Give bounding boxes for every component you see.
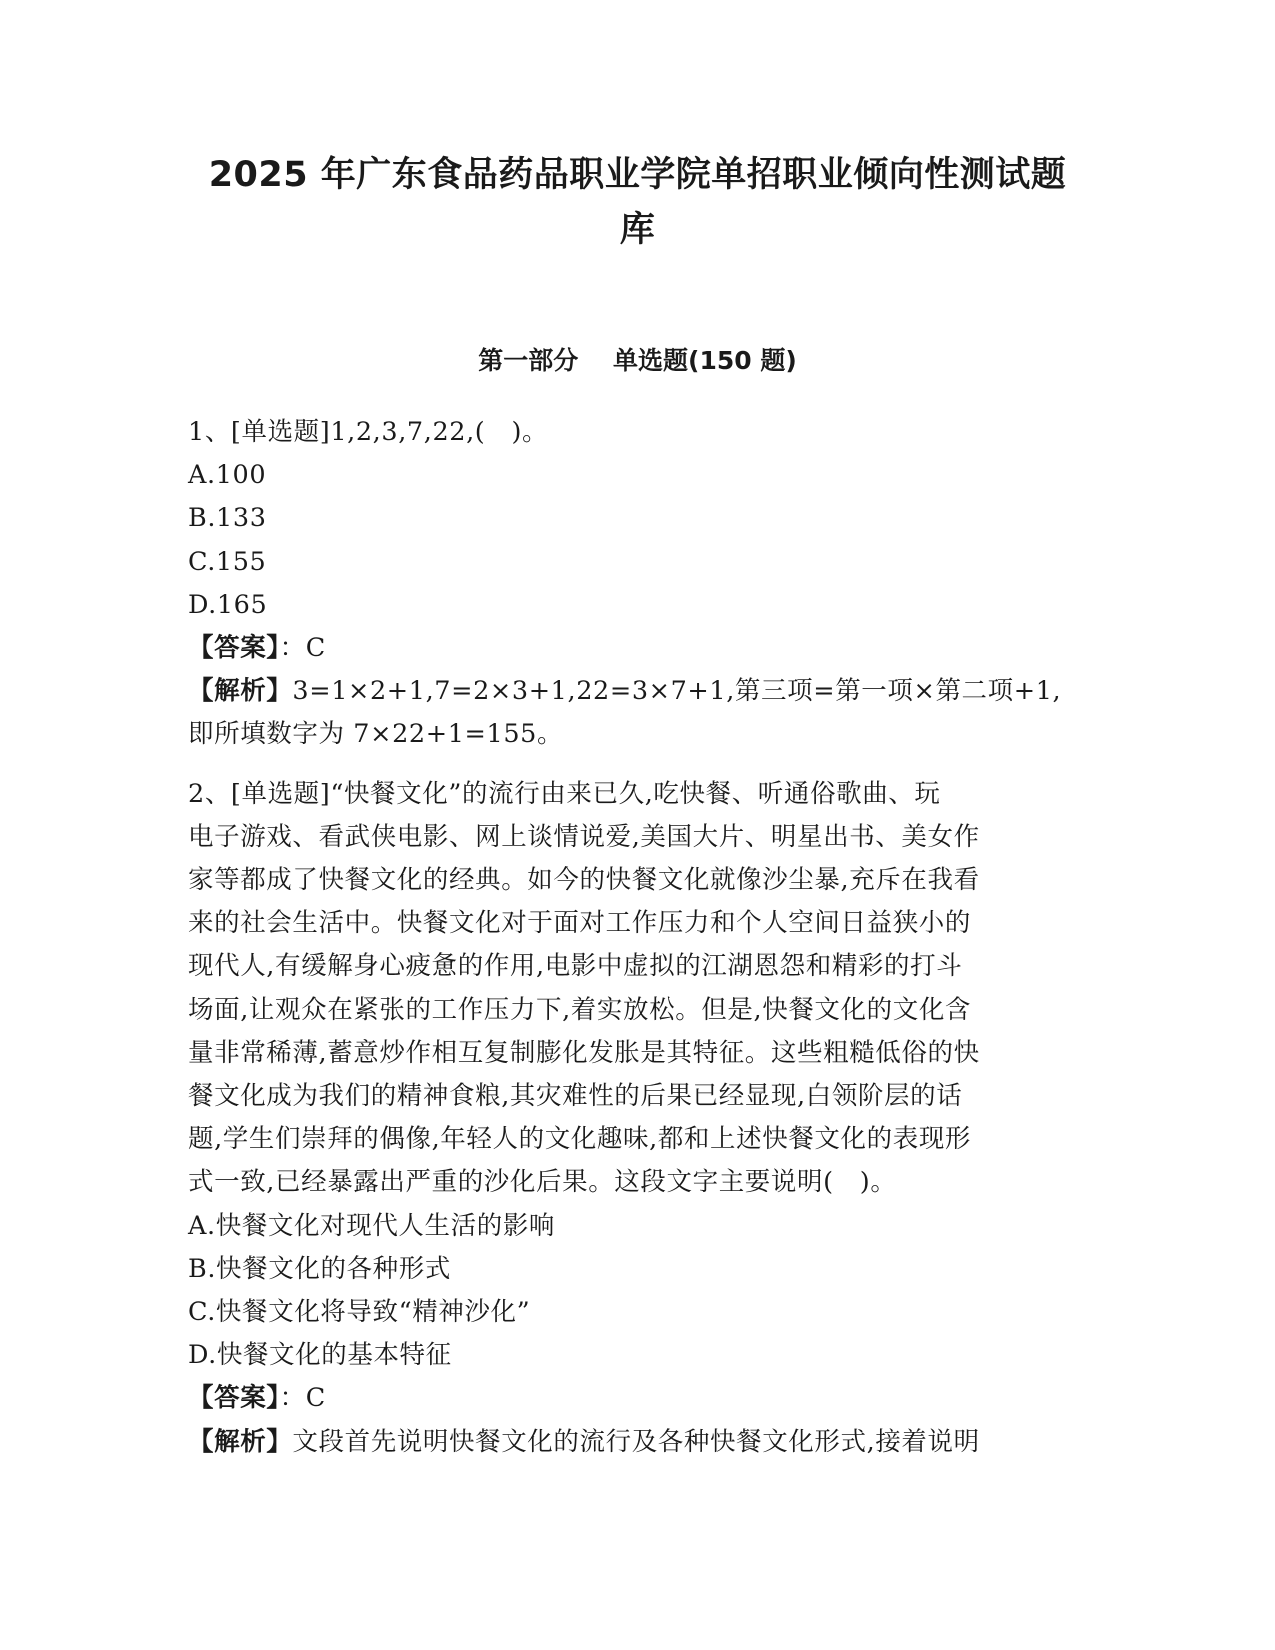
option-b: B.快餐文化的各种形式 xyxy=(188,1253,451,1284)
option-d: D.165 xyxy=(188,589,268,620)
analysis-tag: 【解析】 xyxy=(188,1426,293,1457)
option-c: C.155 xyxy=(188,546,267,577)
answer-line xyxy=(188,1377,1088,1420)
option-b: B.133 xyxy=(188,503,267,534)
paragraph-gap xyxy=(188,757,1088,773)
answer-line xyxy=(188,627,1088,670)
title-line-2: 库 xyxy=(619,210,656,250)
option-c: C.快餐文化将导致“精神沙化” xyxy=(188,1297,531,1328)
question-stem-line: 电子游戏、看武侠电影、网上谈情说爱,美国大片、明星出书、美女作 xyxy=(188,821,980,852)
analysis-line-1 xyxy=(188,670,1088,713)
section-heading: 第一部分 单选题(150 题) xyxy=(478,346,797,375)
question-2 xyxy=(188,773,1088,1464)
answer-value: ：C xyxy=(279,633,326,664)
question-stem-line: 家等都成了快餐文化的经典。如今的快餐文化就像沙尘暴,充斥在我看 xyxy=(188,865,980,896)
analysis-text: 文段首先说明快餐文化的流行及各种快餐文化形式,接着说明 xyxy=(292,1426,980,1457)
option-d: D.快餐文化的基本特征 xyxy=(188,1340,452,1371)
title-line-1: 2025 年广东食品药品职业学院单招职业倾向性测试题 xyxy=(208,155,1067,195)
question-stem-line: 量非常稀薄,蓄意炒作相互复制膨化发胀是其特征。这些粗糙低俗的快 xyxy=(188,1037,980,1068)
question-1 xyxy=(188,411,1088,757)
option-a: A.快餐文化对现代人生活的影响 xyxy=(188,1210,556,1241)
answer-tag: 【答案】 xyxy=(188,1383,280,1414)
question-stem-line: 现代人,有缓解身心疲惫的作用,电影中虚拟的江湖恩怨和精彩的打斗 xyxy=(188,951,963,982)
answer-tag: 【答案】 xyxy=(188,633,280,664)
question-stem-line: 场面,让观众在紧张的工作压力下,着实放松。但是,快餐文化的文化含 xyxy=(188,994,972,1025)
analysis-tag: 【解析】 xyxy=(188,676,293,707)
answer-value: ：C xyxy=(279,1383,326,1414)
option-a: A.100 xyxy=(188,460,267,491)
analysis-text: 3=1×2+1,7=2×3+1,22=3×7+1,第三项=第一项×第二项+1, xyxy=(292,676,1062,707)
analysis-line-1 xyxy=(188,1421,1088,1464)
question-stem: 1、[单选题]1,2,3,7,22,( )。 xyxy=(188,417,549,447)
question-stem-line: 2、[单选题]“快餐文化”的流行由来已久,吃快餐、听通俗歌曲、玩 xyxy=(188,778,941,809)
document-title xyxy=(180,148,1095,258)
question-stem-line: 餐文化成为我们的精神食粮,其灾难性的后果已经显现,白领阶层的话 xyxy=(188,1081,963,1112)
question-stem-line: 题,学生们崇拜的偶像,年轻人的文化趣味,都和上述快餐文化的表现形 xyxy=(188,1124,972,1155)
analysis-line-2: 即所填数字为 7×22+1=155。 xyxy=(188,719,564,750)
question-stem-line: 式一致,已经暴露出严重的沙化后果。这段文字主要说明( )。 xyxy=(188,1167,897,1198)
question-stem-line: 来的社会生活中。快餐文化对于面对工作压力和个人空间日益狭小的 xyxy=(188,908,972,939)
document-body xyxy=(188,411,1088,1464)
